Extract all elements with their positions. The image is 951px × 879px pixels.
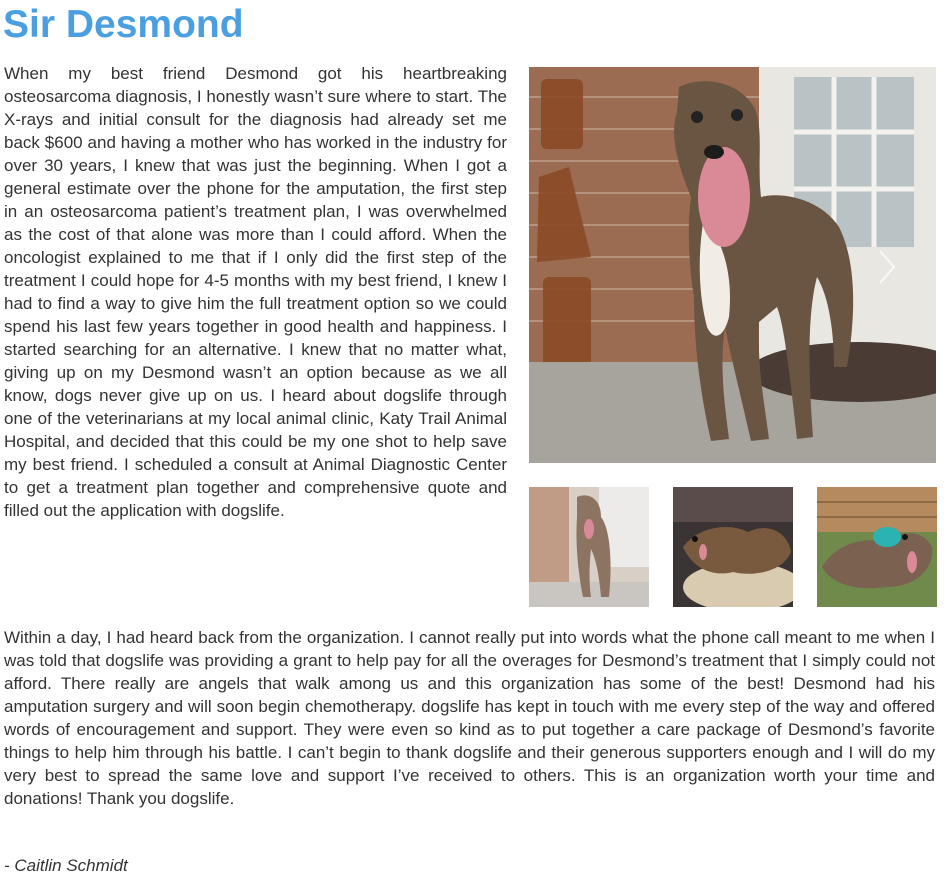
gallery-thumbnail-3[interactable] [817, 487, 937, 607]
page-title: Sir Desmond [3, 3, 244, 46]
brindle-greyhound-photo [529, 67, 936, 463]
greyhound-standing-thumbnail [529, 487, 649, 607]
story-paragraph-2: Within a day, I had heard back from the organization. I cannot really put into words what the phone call meant to me when I was told that dogslife was providing a grant to help pay for all the overages for Desmond’s treatment that I simply could not afford. There really are angels that walk among us and this organization has some of the best! Desmond had his amputation surgery and will soon begin chemotherapy. dogslife has kept in touch with me every step of the way and offered words of encouragement and support. They were even so kind as to put together a care package of Desmond’s favorite things to help him through his battle. I can’t begin to thank dogslife and their generous supporters enough and I will do my very best to spread the same love and support I’ve received to others. This is an organization worth your time and donations! Thank you dogslife. [4, 628, 935, 808]
chevron-right-icon[interactable] [876, 247, 898, 287]
greyhound-lying-thumbnail [673, 487, 793, 607]
gallery-main-image[interactable] [529, 67, 936, 463]
gallery-thumbnail-1[interactable] [529, 487, 649, 607]
story-paragraph-1: When my best friend Desmond got his heartbreaking osteosarcoma diagnosis, I honestly wasn’t sure where to start. The X-rays and initial consult for the diagnosis had already set me back $600 and having a mother who has worked in the industry for over 30 years, I knew that was just the beginning. When I got a general estimate over the phone for the amputation, the first step in an osteosarcoma patient’s treatment plan, I was overwhelmed as the cost of that alone was more than I could afford. When the oncologist explained to me that if I only did the first step of the treatment I could hope for 4-5 months with my best friend, I knew I had to find a way to give him the full treatment option so we could spend his last few years together in good health and happiness. I started searching for an alternative. I knew that no matter what, giving up on my Desmond wasn’t an option because as we all know, dogs never give up on us. I heard about dogslife through one of the veterinarians at my local animal clinic, Katy Trail Animal Hospital, and decided that this could be my one shot to help save my best friend. I scheduled a consult at Animal Diagnostic Center to get a treatment plan together and comprehensive quote and filled out the application with dogslife. [4, 64, 507, 520]
author-signature: - Caitlin Schmidt [4, 856, 128, 875]
greyhound-teal-collar-thumbnail [817, 487, 937, 607]
gallery-thumbnail-2[interactable] [673, 487, 793, 607]
